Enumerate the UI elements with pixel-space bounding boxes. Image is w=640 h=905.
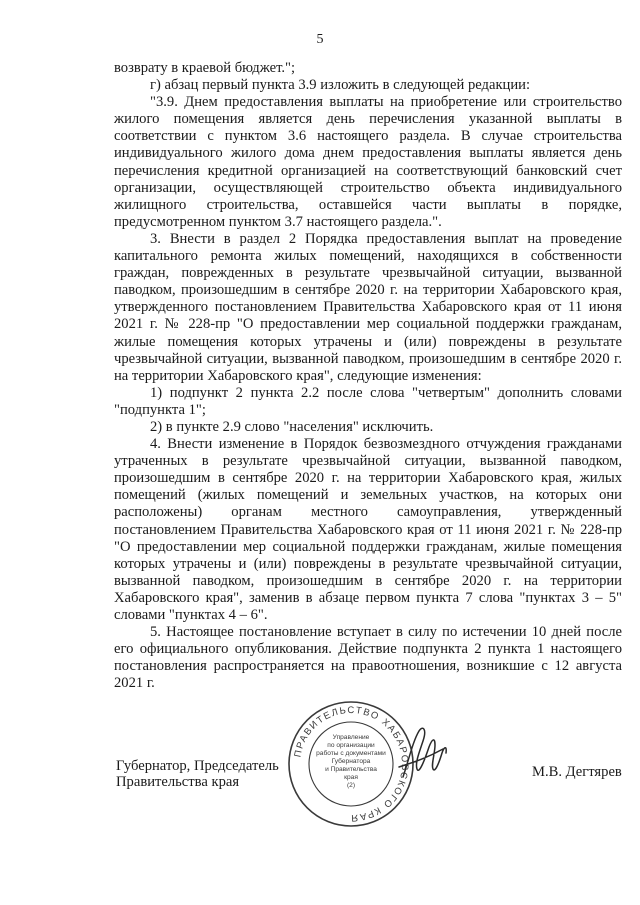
svg-text:края: края <box>344 774 358 781</box>
paragraph-2: г) абзац первый пункта 3.9 изложить в следующей редакции: <box>150 77 531 94</box>
seal-ring-text: ПРАВИТЕЛЬСТВО ХАБАРОВСКОГО КРАЯ <box>292 704 411 824</box>
paragraph-3: "3.9. Днем предоставления выплаты на приобретение или строительство жилого помещения является день перечисления указанной выплаты в соответствии с пунктом 3.6 настоящего раздела. В случае строительства индивидуального жилого дома днем предоставления выплаты является день перечисления кредитной организацией на соответствующий банковский счет организации, осуществляющей строительство объекта индивидуального жилищного строительства, оставшейся части выплаты в порядке, предусмотренном пунктом 3.7 настоящего раздела.". <box>114 94 622 230</box>
svg-text:Управление: Управление <box>332 734 370 741</box>
page-number: 5 <box>316 32 324 47</box>
paragraph-6: 2) в пункте 2.9 слово "населения" исключить. <box>150 418 434 435</box>
paragraph-8: 5. Настоящее постановление вступает в силу по истечении 10 дней после его официального опубликования. Действие подпункта 2 пункта 1 настоящего постановления распространяется на правоотношения, возникшие с 12 августа 2021 г. <box>114 624 622 692</box>
paragraph-5: 1) подпункт 2 пункта 2.2 после слова "четвертым" дополнить словами "подпункта 1"; <box>114 384 622 418</box>
seal-center-text <box>316 734 386 789</box>
paragraph-1: возврату в краевой бюджет."; <box>114 60 296 76</box>
signatory-name: М.В. Дегтярев <box>532 764 622 780</box>
paragraph-7: 4. Внести изменение в Порядок безвозмездного отчуждения гражданами утраченных в результате чрезвычайной ситуации, вызванной паводком, произошедшим в сентябре 2020 г. на территории Хабаровского края, жилых помещений (жилых помещений и земельных участков, на которых они расположены) органам местного самоуправления, утвержденный постановлением Правительства Хабаровского края от 11 июня 2021 г. № 228-пр "О предоставлении мер социальной поддержки гражданам, жилые помещения которых утрачены и (или) повреждены в результате чрезвычайной ситуации, вызванной паводком, произошедшим в сентябре 2020 г. на территории Хабаровского края", заменив в абзаце первом пункта 7 слова "пунктах 3 – 5" словами "пунктах 4 – 6". <box>114 436 622 623</box>
signatory-title-line-1: Губернатор, Председатель <box>116 758 279 774</box>
svg-text:(2): (2) <box>346 782 356 789</box>
signatory-title-line-2: Правительства края <box>116 774 240 790</box>
signatory-title <box>116 758 279 790</box>
svg-text:Губернатора: Губернатора <box>331 758 371 765</box>
handwritten-signature <box>395 719 450 789</box>
svg-text:по организации: по организации <box>327 742 375 749</box>
svg-text:и Правительства: и Правительства <box>325 766 377 773</box>
paragraph-4: 3. Внести в раздел 2 Порядка предоставления выплат на проведение капитального ремонта жилых помещений, находящихся в собственности граждан, поврежденных в результате чрезвычайной ситуации, вызванной паводком, произошедшим в сентябре 2020 г. на территории Хабаровского края, утвержденного постановлением Правительства Хабаровского края от 11 июня 2021 г. № 228-пр "О предоставлении мер социальной поддержки гражданам, жилые помещения которых утрачены и (или) повреждены в результате чрезвычайной ситуации, вызванной паводком, произошедшим в сентябре 2020 г. на территории Хабаровского края", следующие изменения: <box>114 230 622 384</box>
document-body <box>114 60 622 692</box>
svg-text:работы с документами: работы с документами <box>316 750 386 757</box>
